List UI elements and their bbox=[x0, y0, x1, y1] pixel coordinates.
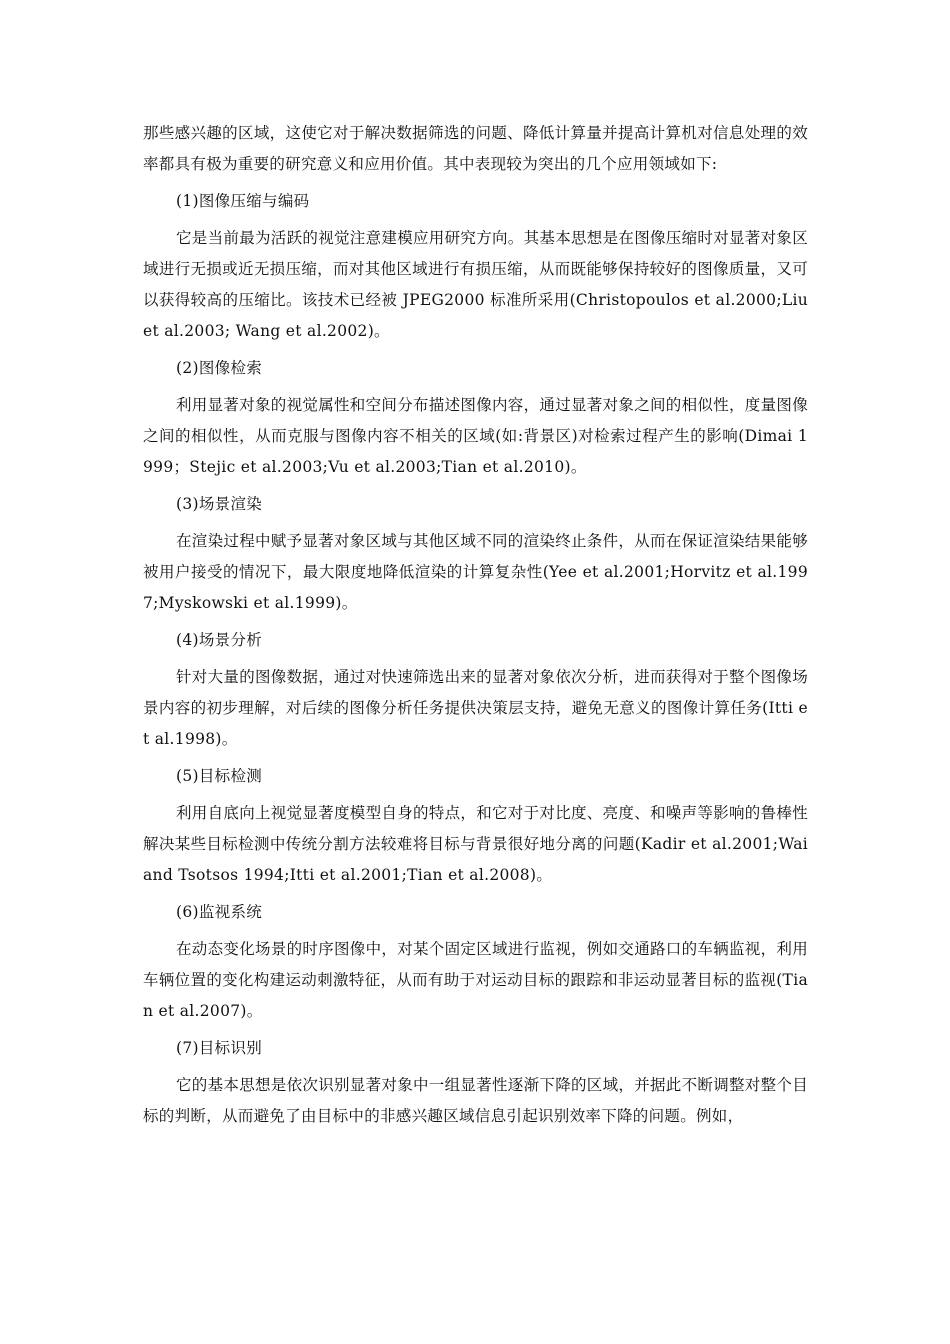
section-6-paragraph: 在动态变化场景的时序图像中，对某个固定区域进行监视，例如交通路口的车辆监视，利用车辆位置的变化构建运动刺激特征，从而有助于对运动目标的跟踪和非运动显著目标的监视(Tian et al.2007)。 bbox=[143, 940, 809, 1020]
section-1-heading: (1)图像压缩与编码 bbox=[176, 192, 310, 210]
section-5-paragraph: 利用自底向上视觉显著度模型自身的特点，和它对于对比度、亮度、和噪声等影响的鲁棒性解决某些目标检测中传统分割方法较难将目标与背景很好地分离的问题(Kadir et al.2001;Wai and Tsotsos 1994;Itti et al.2001;Tian et al.2008)。 bbox=[143, 804, 809, 884]
document-body bbox=[143, 118, 808, 1138]
section-3-heading: (3)场景渲染 bbox=[176, 495, 263, 513]
section-2-paragraph: 利用显著对象的视觉属性和空间分布描述图像内容，通过显著对象之间的相似性，度量图像之间的相似性，从而克服与图像内容不相关的区域(如:背景区)对检索过程产生的影响(Dimai 1999；Stejic et al.2003;Vu et al.2003;Tian et al.2010)。 bbox=[143, 396, 809, 476]
section-7-paragraph: 它的基本思想是依次识别显著对象中一组显著性逐渐下降的区域，并据此不断调整对整个目标的判断，从而避免了由目标中的非感兴趣区域信息引起识别效率下降的问题。例如， bbox=[143, 1076, 809, 1125]
section-3-paragraph: 在渲染过程中赋予显著对象区域与其他区域不同的渲染终止条件，从而在保证渲染结果能够被用户接受的情况下，最大限度地降低渲染的计算复杂性(Yee et al.2001;Horvitz et al.1997;Myskowski et al.1999)。 bbox=[143, 532, 809, 612]
section-2-heading: (2)图像检索 bbox=[176, 359, 263, 377]
section-4-paragraph: 针对大量的图像数据，通过对快速筛选出来的显著对象依次分析，进而获得对于整个图像场景内容的初步理解，对后续的图像分析任务提供决策层支持，避免无意义的图像计算任务(Itti et al.1998)。 bbox=[143, 668, 809, 748]
section-6-heading: (6)监视系统 bbox=[176, 903, 263, 921]
section-7-heading: (7)目标识别 bbox=[176, 1039, 263, 1057]
section-5-heading: (5)目标检测 bbox=[176, 767, 263, 785]
intro-paragraph: 那些感兴趣的区域，这使它对于解决数据筛选的问题、降低计算量并提高计算机对信息处理的效率都具有极为重要的研究意义和应用价值。其中表现较为突出的几个应用领域如下: bbox=[143, 124, 808, 173]
section-1-paragraph: 它是当前最为活跃的视觉注意建模应用研究方向。其基本思想是在图像压缩时对显著对象区域进行无损或近无损压缩，而对其他区域进行有损压缩，从而既能够保持较好的图像质量，又可以获得较高的压缩比。该技术已经被 JPEG2000 标准所采用(Christopoulos et al.2000;Liu et al.2003; Wang et al.2002)。 bbox=[143, 229, 809, 340]
section-4-heading: (4)场景分析 bbox=[176, 631, 263, 649]
